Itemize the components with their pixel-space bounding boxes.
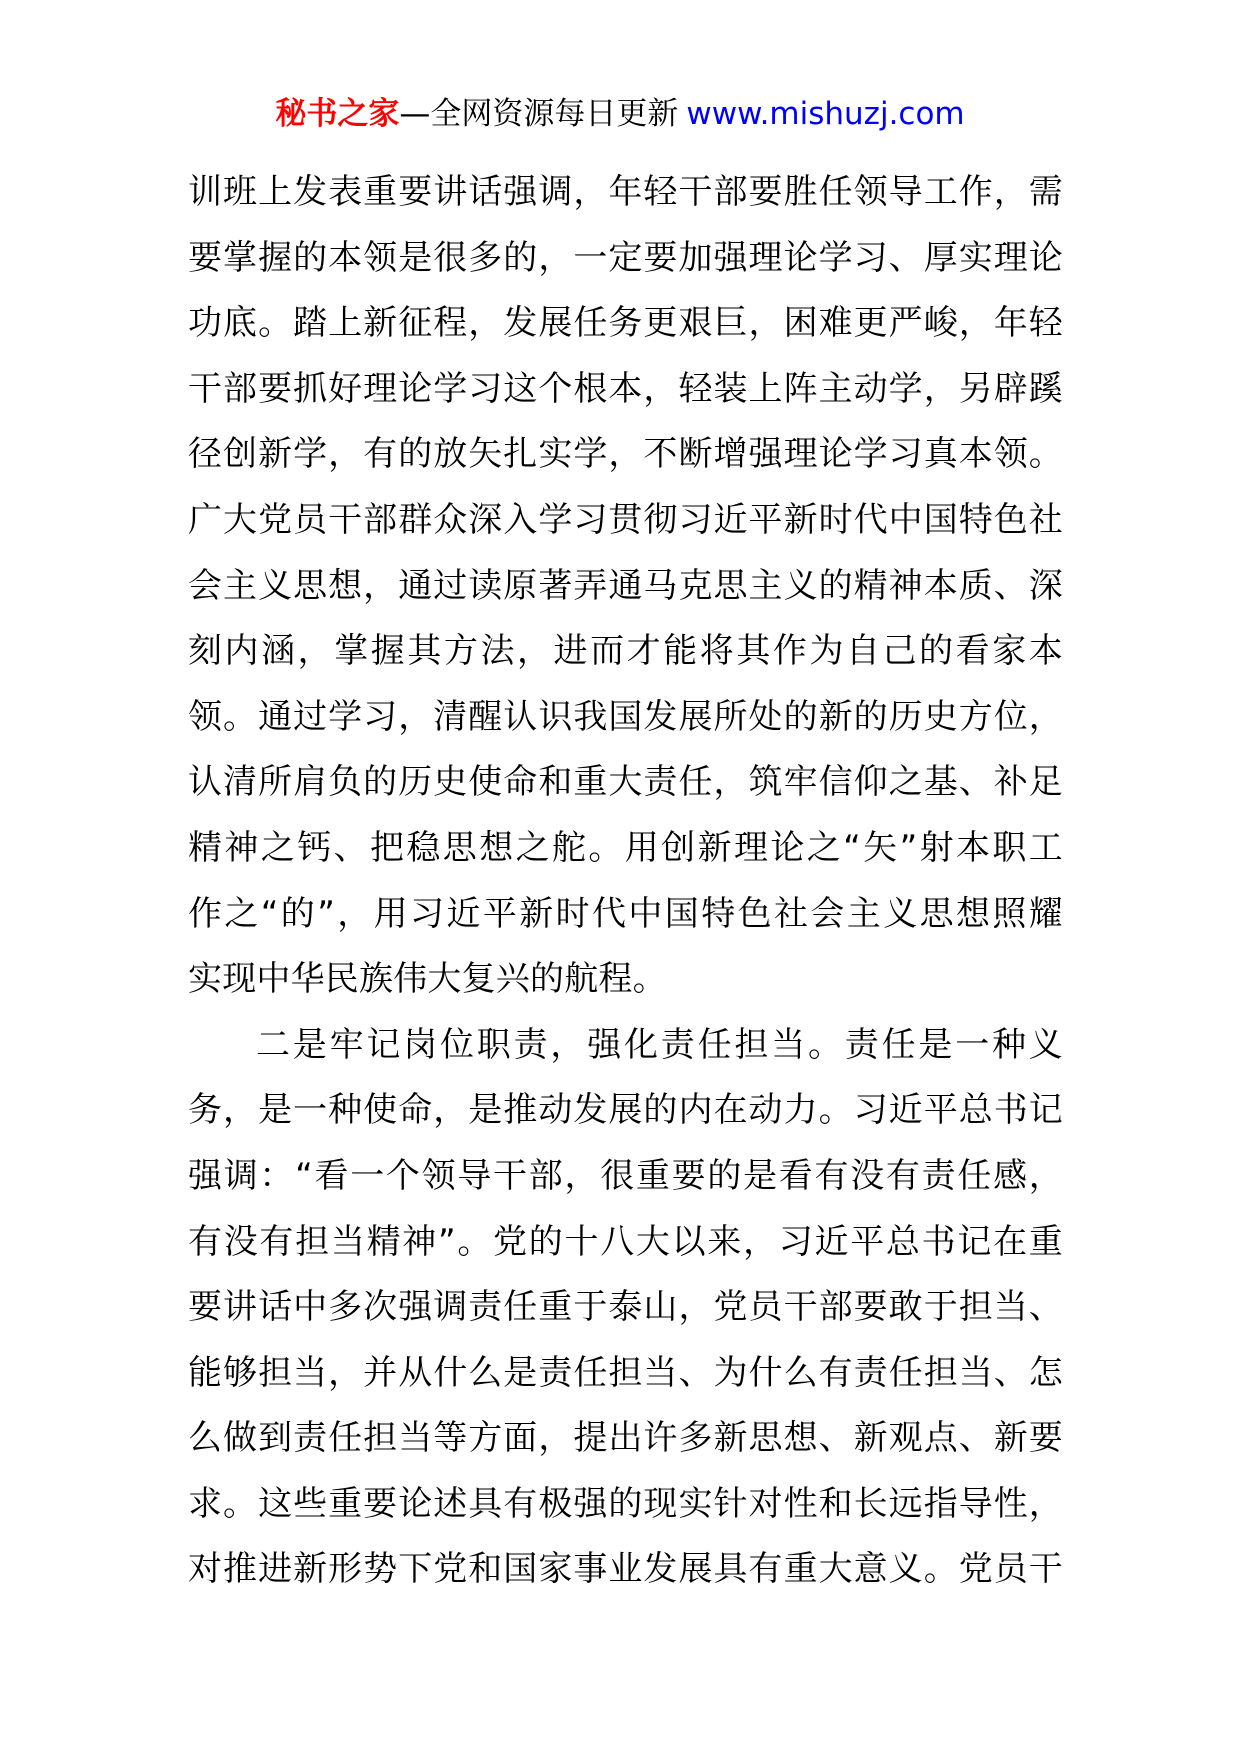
body-line: 广大党员干部群众深入学习贯彻习近平新时代中国特色社 (188, 499, 1063, 540)
body-line: 刻内涵，掌握其方法，进而才能将其作为自己的看家本 (188, 631, 1063, 672)
body-line: 功底。踏上新征程，发展任务更艰巨，困难更严峻，年轻 (188, 303, 1063, 344)
body-line: 求。这些重要论述具有极强的现实针对性和长远指导性， (188, 1483, 1063, 1524)
body-line: 要掌握的本领是很多的，一定要加强理论学习、厚实理论 (188, 237, 1063, 278)
body-line: 认清所肩负的历史使命和重大责任，筑牢信仰之基、补足 (188, 762, 1063, 803)
body-line: 精神之钙、把稳思想之舵。用创新理论之“矢”射本职工 (188, 827, 1063, 868)
paragraph-heading-line: 二是牢记岗位职责，强化责任担当。责任是一种义 (256, 1024, 1063, 1065)
document-body (188, 160, 1063, 1603)
body-line: 有没有担当精神”。党的十八大以来，习近平总书记在重 (188, 1221, 1063, 1262)
site-slogan: —全网资源每日更新 (399, 96, 679, 132)
body-line: 会主义思想，通过读原著弄通马克思主义的精神本质、深 (188, 565, 1063, 606)
body-line: 干部要抓好理论学习这个根本，轻装上阵主动学，另辟蹊 (188, 368, 1063, 409)
body-line: 能够担当，并从什么是责任担当、为什么有责任担当、怎 (188, 1352, 1063, 1393)
body-line: 领。通过学习，清醒认识我国发展所处的新的历史方位， (188, 696, 1063, 737)
body-line: 务，是一种使命，是推动发展的内在动力。习近平总书记 (188, 1090, 1063, 1131)
body-line: 实现中华民族伟大复兴的航程。 (188, 959, 667, 1000)
body-line: 么做到责任担当等方面，提出许多新思想、新观点、新要 (188, 1418, 1063, 1459)
body-line: 强调：“看一个领导干部，很重要的是看有没有责任感， (188, 1155, 1063, 1196)
body-line: 作之“的”，用习近平新时代中国特色社会主义思想照耀 (188, 893, 1063, 934)
body-line: 要讲话中多次强调责任重于泰山，党员干部要敢于担当、 (188, 1287, 1063, 1328)
body-line: 对推进新形势下党和国家事业发展具有重大意义。党员干 (188, 1549, 1063, 1590)
site-url-link[interactable]: www.mishuzj.com (686, 96, 965, 132)
site-brand: 秘书之家 (275, 96, 400, 132)
body-line: 训班上发表重要讲话强调，年轻干部要胜任领导工作，需 (188, 172, 1063, 212)
page-header (0, 92, 1240, 136)
body-line: 径创新学，有的放矢扎实学，不断增强理论学习真本领。 (188, 434, 1063, 475)
